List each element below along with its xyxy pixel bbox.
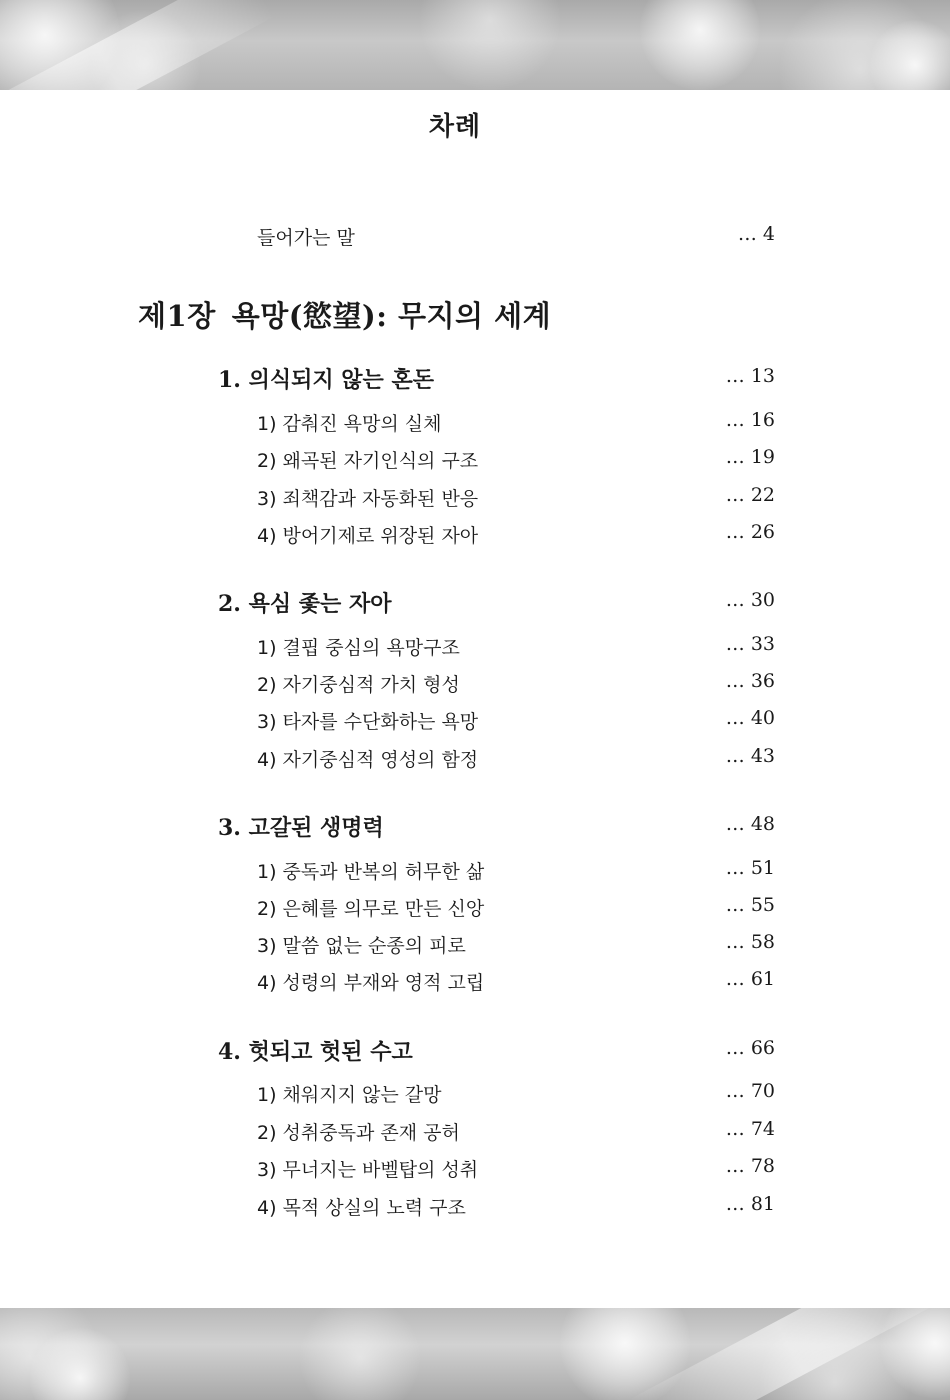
toc-subsection-page: … 51 — [725, 857, 775, 879]
toc-subsection-label: 3) 타자를 수단화하는 욕망 — [257, 711, 479, 733]
toc-section-page: … 30 — [725, 589, 775, 611]
toc-section-page: … 48 — [725, 813, 775, 835]
toc-section[interactable] — [0, 363, 950, 395]
toc-section-label: 3. 고갈된 생명력 — [218, 815, 384, 841]
toc-subsection[interactable] — [0, 707, 950, 739]
toc-subsection[interactable] — [0, 857, 950, 889]
toc-section-page: … 13 — [725, 365, 775, 387]
page-title: 차례 — [428, 112, 482, 142]
toc-subsection-page: … 78 — [725, 1155, 775, 1177]
toc-subsection-page: … 19 — [725, 446, 775, 468]
toc-subsection[interactable] — [0, 521, 950, 553]
toc-subsection-label: 1) 채워지지 않는 갈망 — [257, 1084, 442, 1106]
toc-subsection-label: 1) 중독과 반복의 허무한 삶 — [257, 861, 485, 883]
toc-subsection-page: … 33 — [725, 633, 775, 655]
toc-subsection-page: … 55 — [725, 894, 775, 916]
toc-subsection-label: 2) 성취중독과 존재 공허 — [257, 1122, 460, 1144]
toc-subsection-label: 4) 방어기제로 위장된 자아 — [257, 525, 479, 547]
toc-subsection-page: … 22 — [725, 484, 775, 506]
toc-section[interactable] — [0, 1035, 950, 1067]
chapter-number: 제1장 — [138, 299, 216, 333]
toc-subsection[interactable] — [0, 446, 950, 478]
toc-subsection[interactable] — [0, 968, 950, 1000]
toc-subsection-page: … 81 — [725, 1193, 775, 1215]
chapter-heading — [138, 294, 551, 335]
toc-subsection-label: 3) 무너지는 바벨탑의 성취 — [257, 1159, 479, 1181]
toc-section-label: 2. 욕심 좇는 자아 — [218, 591, 392, 617]
toc-subsection-page: … 74 — [725, 1118, 775, 1140]
toc-subsection[interactable] — [0, 633, 950, 665]
chapter-title: 욕망(慾望): 무지의 세계 — [231, 299, 552, 333]
toc-subsection[interactable] — [0, 894, 950, 926]
toc-subsection-page: … 26 — [725, 521, 775, 543]
toc-section-label: 1. 의식되지 않는 혼돈 — [218, 367, 434, 393]
toc-subsection[interactable] — [0, 484, 950, 516]
toc-entry-intro[interactable] — [0, 223, 950, 255]
toc-subsection-label: 1) 결핍 중심의 욕망구조 — [257, 637, 460, 659]
toc-subsection-label: 4) 성령의 부재와 영적 고립 — [257, 972, 485, 994]
toc-section-page: … 66 — [725, 1037, 775, 1059]
toc-section[interactable] — [0, 587, 950, 619]
toc-subsection-page: … 36 — [725, 670, 775, 692]
toc-subsection-label: 2) 자기중심적 가치 형성 — [257, 674, 460, 696]
toc-subsection[interactable] — [0, 409, 950, 441]
toc-subsection-page: … 16 — [725, 409, 775, 431]
top-decorative-band — [0, 0, 950, 90]
toc-entry-page: … 4 — [737, 223, 775, 245]
toc-subsection-page: … 61 — [725, 968, 775, 990]
toc-subsection-label: 3) 말씀 없는 순종의 피로 — [257, 935, 466, 957]
toc-subsection-label: 4) 목적 상실의 노력 구조 — [257, 1197, 466, 1219]
toc-subsection-page: … 43 — [725, 745, 775, 767]
toc-subsection[interactable] — [0, 931, 950, 963]
toc-subsection-label: 3) 죄책감과 자동화된 반응 — [257, 488, 479, 510]
bottom-decorative-band — [0, 1308, 950, 1400]
toc-section-label: 4. 헛되고 헛된 수고 — [218, 1039, 413, 1065]
toc-subsection[interactable] — [0, 1193, 950, 1225]
toc-subsection[interactable] — [0, 1080, 950, 1112]
toc-subsection-page: … 40 — [725, 707, 775, 729]
toc-subsection-page: … 58 — [725, 931, 775, 953]
toc-section[interactable] — [0, 811, 950, 843]
toc-subsection[interactable] — [0, 1155, 950, 1187]
toc-subsection-label: 2) 은혜를 의무로 만든 신앙 — [257, 898, 485, 920]
toc-subsection[interactable] — [0, 745, 950, 777]
toc-subsection-page: … 70 — [725, 1080, 775, 1102]
toc-subsection-label: 2) 왜곡된 자기인식의 구조 — [257, 450, 479, 472]
toc-subsection-label: 1) 감춰진 욕망의 실체 — [257, 413, 442, 435]
toc-subsection[interactable] — [0, 1118, 950, 1150]
toc-subsection-label: 4) 자기중심적 영성의 함정 — [257, 749, 479, 771]
toc-subsection[interactable] — [0, 670, 950, 702]
toc-entry-label: 들어가는 말 — [257, 227, 355, 249]
